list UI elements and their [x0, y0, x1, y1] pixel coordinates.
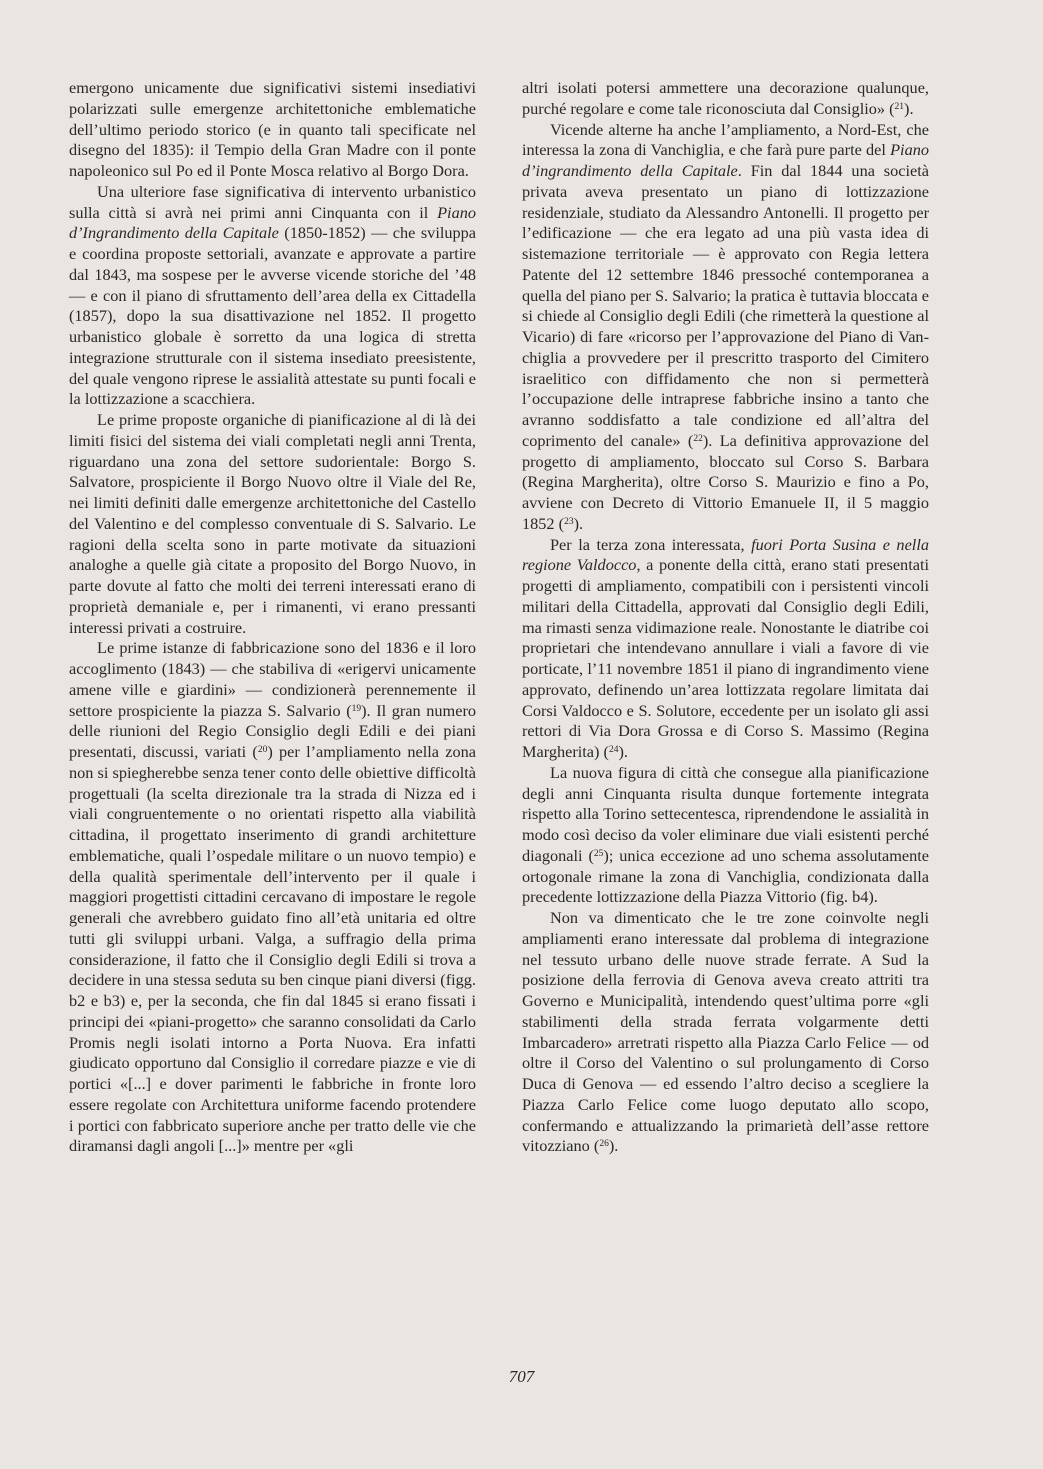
left-column — [69, 78, 476, 1157]
paragraph: Vicende alterne ha anche l’ampliamento, a Nord-Est, che interessa la zona di Vanchiglia, e che farà pure parte del Piano d’ingrandimento della Capitale. Fin dal 1844 una società privata aveva presentato un piano di lottizzazione residenziale, studiato da Alessandro Antonelli. Il progetto per l’edificazione — che era legato ad una più vasta idea di sistemazione territoriale — è approvato con Regia lettera Patente del 12 settembre 1846 pressoché contemporanea a quella del piano per S. Salvario; la pratica è tuttavia bloccata e si chiede al Consiglio degli Edili (che rimetterà la questione al Vicario) di fare «ricorso per l’approvazione del Piano di Vanchiglia a provvedere per il prescritto trasporto del Cimitero israelitico con diffidamento che non si permetterà l’occupazione delle intraprese fabbriche insino a tanto che avranno soddisfatto a tale condizione ed all’altra del coprimento del canale» ($^{22}$). La definitiva approvazione del progetto di ampliamento, bloccato sul Corso S. Barbara (Regina Margherita), oltre Corso S. Maurizio e fino a Po, avviene con Decreto di Vittorio Emanuele II, il 5 maggio 1852 ($^{23}$). — [522, 119, 929, 533]
page-number: 707 — [508, 1367, 535, 1386]
paragraph: Per la terza zona interessata, fuori Porta Susina e nella regione Valdocco, a ponente della città, erano stati presentati progetti di ampliamento, compatibili con i persistenti vincoli militari della Cittadella, approvati dal Consiglio degli Edili, ma rimasti senza vidimazione reale. Nonostante le diatribe coi proprietari che intendevano annullare i viali a favore di vie porticate, l’11 novembre 1851 il piano di ingrandimento viene approvato, definendo un’area lottizzata regolare limitata dai Corsi Valdocco e S. Solutore, eccedente per un isolato gli assi rettori di Via Dora Grossa e di Corso S. Massimo (Regina Margherita) ($^{24}$). — [522, 534, 929, 761]
paragraph: Le prime proposte organiche di pianificazione al di là dei limiti fisici del sistema dei viali completati negli anni Trenta, riguardano una zona del settore sudorientale: Borgo S. Salvatore, prospiciente il Borgo Nuovo oltre il Viale del Re, nei limiti definiti dalle emergenze architettoniche del Castello del Valentino e del complesso conventuale di S. Salvario. Le ragioni della scelta sono in parte motivate da situazioni analoghe a quelle già citate a proposito del Borgo Nuovo, in parte dovute al fatto che molti dei terreni interessati erano di proprietà demaniale e, per i rimanenti, vi erano pressanti interessi privati a costruire. — [69, 410, 476, 637]
paragraph: Le prime istanze di fabbricazione sono del 1836 e il loro accoglimento (1843) — che stabiliva di «erigervi unicamente amene ville e giardini» — condizionerà perennemente il settore prospiciente la piazza S. Salvario ($^{19}$). Il gran numero delle riunioni del Regio Consiglio degli Edili e dei piani presentati, discussi, variati ($^{20}$) per l’ampliamento nella zona non si spiegherebbe senza tener conto delle obiettive difficoltà progettuali (la scelta direzionale tra la strada di Nizza ed i viali congruentemente o no orientati rispetto alla viabilità cittadina, il progettato inserimento di grandi architetture emblematiche, quali l’ospedale militare o un nuovo tempio) e della qualità sperimentale dell’intervento per il quale i maggiori progettisti cittadini cercavano di impostare le regole generali che avrebbero guidato fino all’età unitaria ed oltre tutti gli sviluppi urbani. Valga, a suffragio della prima considerazione, il fatto che il Consiglio degli Edili si trova a decidere in una stessa seduta su ben cinque piani diversi (figg. b2 e b3) e, per la seconda, che fin dal 1845 si erano fissati i principi dei «piani-progetto» che saranno consolidati da Carlo Promis negli isolati intorno a Porta Nuova. Era infatti giudicato opportuno dal Consiglio il corredare piazze e vie di portici «[...] e dover parimenti le fabbriche in fronte loro essere regolate con Architettura uniforme facendo protendere i portici con fabbricato superiore anche per tratto delle vie che diramansi dagli angoli [...]» mentre per «gli — [69, 638, 477, 1156]
paragraph: altri isolati potersi ammettere una decorazione qualunque, purché regolare e come tale riconosciuta dal Consiglio» ($^{21}$). — [522, 78, 929, 118]
paragraph: emergono unicamente due significativi sistemi insediativi polarizzati sulle emergenze architettoniche emblematiche dell’ultimo periodo storico (e in quanto tali specificate nel disegno del 1835): il Tempio della Gran Madre con il ponte napoleonico sul Po ed il Ponte Mosca relativo al Borgo Dora. — [69, 78, 476, 180]
paragraph: Non va dimenticato che le tre zone coinvolte negli ampliamenti erano interessate dal problema di integrazione nel tessuto urbano delle nuove strade ferrate. A Sud la posizione della ferrovia di Genova aveva creato attriti tra Governo e Municipalità, intendendo quest’ultima porre «gli stabilimenti della strada ferrata volgarmente detti Imbarcadero» arretrati rispetto alla Piazza Carlo Felice — od oltre il Corso del Valentino o sul prolungamento di Corso Duca di Genova — ed essendo l’altro deciso a scegliere la Piazza Carlo Felice come luogo deputato allo scopo, confermando e attualizzando la primarietà dell’asse rettore vitozziano ($^{26}$). — [522, 908, 929, 1156]
right-column — [522, 78, 929, 1157]
paragraph: Una ulteriore fase significativa di intervento urbanistico sulla città si avrà nei primi anni Cinquanta con il Piano d’Ingrandimento della Capitale (1850-1852) — che sviluppa e coordina proposte settoriali, avanzate e approvate a partire dal 1843, ma sospese per le avverse vicende storiche del ’48 — e con il piano di sfruttamento dell’area della ex Cittadella (1857), dopo la sua disattivazione nel 1852. Il progetto urbanistico globale è sorretto da una logica di stretta integrazione strutturale con il sistema insediato preesistente, del quale vengono riprese le assialità attestate su punti focali e la lottizzazione a scacchiera. — [69, 181, 477, 409]
paragraph: La nuova figura di città che consegue alla pianificazione degli anni Cinquanta risulta dunque fortemente integrata rispetto alla Torino settecentesca, riprendendone le assialità in modo così deciso da voler eliminare due viali esistenti perché diagonali ($^{25}$); unica eccezione ad uno schema assolutamente ortogonale rimane la zona di Vanchiglia, condizionata dalla precedente lottizzazione della Piazza Vittorio (fig. b4). — [522, 762, 929, 907]
